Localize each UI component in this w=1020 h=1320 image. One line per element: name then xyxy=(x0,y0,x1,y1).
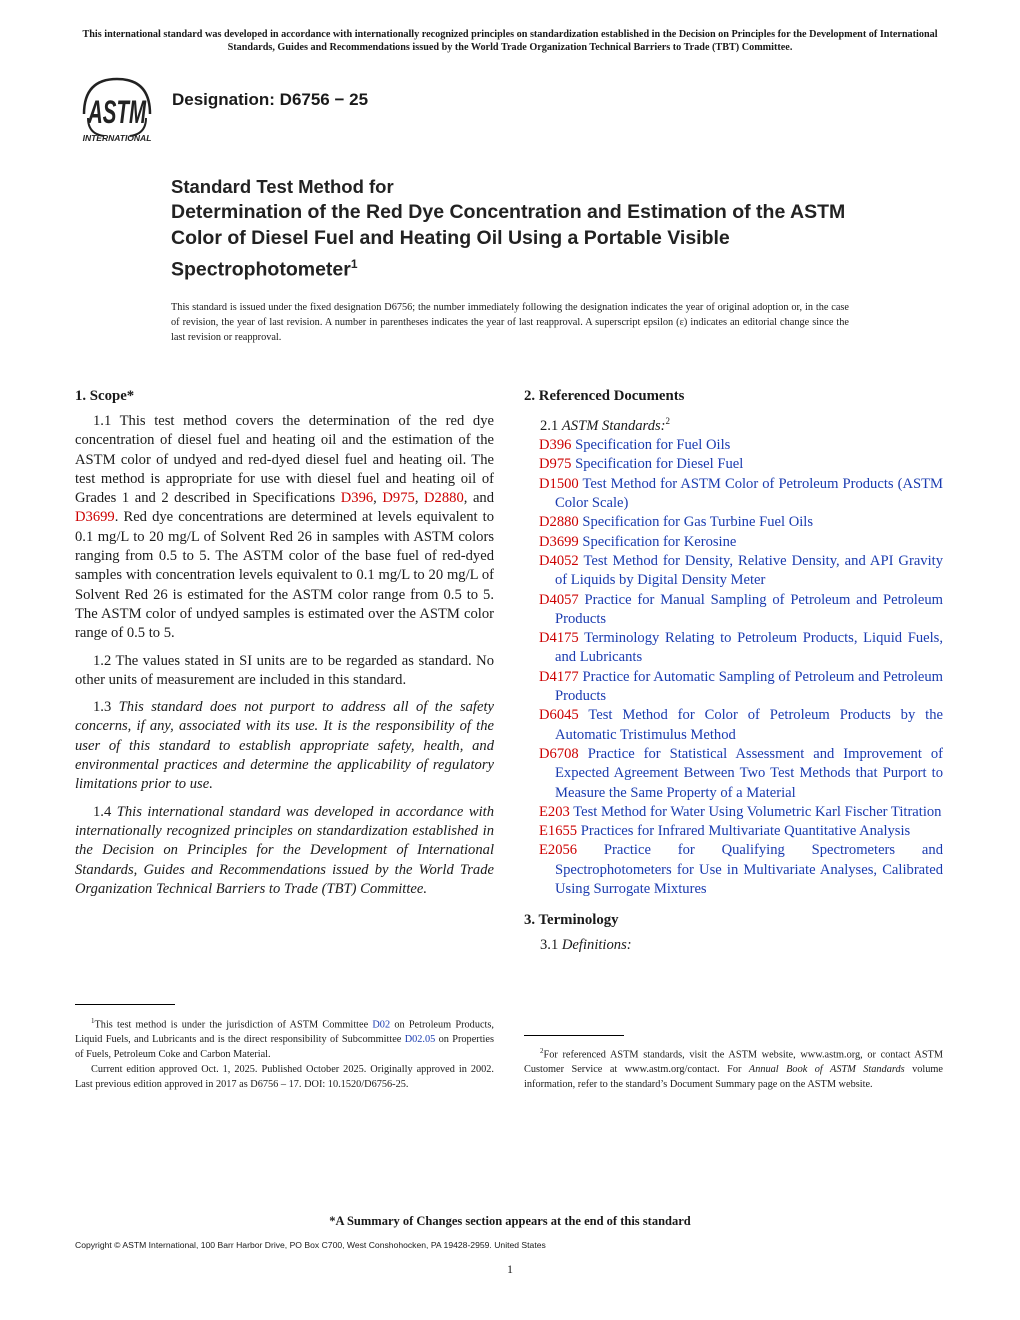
footnote-1-text-b: on Petroleum Products, Liquid Fuels, and Lubricants and is the direct responsibility of Subcommittee xyxy=(75,1019,494,1046)
footnote-2 xyxy=(524,1044,943,1092)
refs-footnote-mark: 2 xyxy=(665,416,671,426)
reference-title-link[interactable]: Specification for Kerosine xyxy=(578,533,737,550)
reference-code-link[interactable]: D1500 xyxy=(539,475,579,492)
scope-paragraph-2: 1.2 The values stated in SI units are to be regarded as standard. No other units of measurement are included in this standard. xyxy=(75,652,494,688)
refs-sub-label: ASTM Standards: xyxy=(561,417,666,434)
footnote-1-text-a: This test method is under the jurisdiction of ASTM Committee xyxy=(94,1019,373,1031)
footnote-1-text-c: on Properties of Fuels, Petroleum Coke and Carbon Material. xyxy=(75,1034,494,1061)
right-column xyxy=(524,387,943,956)
scope-paragraph-4 xyxy=(75,803,494,899)
reference-item xyxy=(524,475,943,514)
reference-code-link[interactable]: D4177 xyxy=(539,668,579,685)
scope-p4-num: 1.4 xyxy=(93,803,117,820)
reference-code-link[interactable]: E2056 xyxy=(539,842,578,859)
reference-code-link[interactable]: D6045 xyxy=(539,707,579,724)
reference-code-link[interactable]: D6708 xyxy=(539,745,579,762)
astm-logo-mark xyxy=(83,79,152,143)
terminology-sub-num: 3.1 xyxy=(540,937,562,954)
reference-item xyxy=(524,803,943,822)
title-prefix: Standard Test Method for xyxy=(171,176,394,197)
scope-p4-text: This international standard was developed in accordance with internationally recognized principles on standardization established in the Decision on Principles for the Development of International Standards, Guides and Recommendations issued by the World Trade Organization Technical Barriers to Trade (TBT) Committee. xyxy=(75,803,495,897)
reference-item xyxy=(524,436,943,455)
reference-title-link[interactable]: Practice for Manual Sampling of Petroleum and Petroleum Products xyxy=(555,591,943,627)
reference-title-link[interactable]: Specification for Diesel Fuel xyxy=(571,456,744,473)
footnote-2-text-a: For referenced ASTM standards, visit the ASTM website, www.astm.org, or contact ASTM Customer Service at www.astm.org/contact. For xyxy=(524,1049,943,1076)
reference-item xyxy=(524,706,943,745)
astm-logo-subtitle: INTERNATIONAL xyxy=(82,133,152,143)
section-heading-scope: 1. Scope* xyxy=(75,388,135,404)
reference-item xyxy=(524,513,943,532)
reference-title-link[interactable]: Test Method for Color of Petroleum Products by the Automatic Tristimulus Method xyxy=(555,707,943,743)
scope-p1-sep2: , xyxy=(414,490,425,507)
footnote-2-text-b: volume information, refer to the standard’s Document Summary page on the ASTM website. xyxy=(524,1064,943,1091)
title-footnote-mark: 1 xyxy=(350,257,358,271)
summary-of-changes-note: *A Summary of Changes section appears at the end of this standard xyxy=(329,1214,691,1228)
section-heading-referenced-documents: 2. Referenced Documents xyxy=(524,388,685,404)
reference-title-link[interactable]: Specification for Fuel Oils xyxy=(571,437,731,454)
reference-item xyxy=(524,668,943,707)
scope-p1-text-b: . Red dye concentrations are determined at levels equivalent to 0.1 mg/L to 20 mg/L of Solvent Red 26 in samples with ASTM colors ranging from 0.5 to 5. The ASTM color of the base fuel of red-dyed samples with concentration levels equivalent to 0.1 mg/L to 20 mg/L of Solvent Red 26 is estimated for the ASTM color range from 0.5 to 5. The ASTM color of undyed samples is estimated over the ASTM color range of 0.5 to 5. xyxy=(75,509,494,642)
footnote-rule-left xyxy=(75,1004,175,1005)
reference-title-link[interactable]: Practice for Automatic Sampling of Petroleum and Petroleum Products xyxy=(555,668,943,705)
title-main xyxy=(171,199,871,283)
reference-item xyxy=(524,533,943,552)
terminology-sub-label: Definitions: xyxy=(561,937,632,954)
reference-code-link[interactable]: D4175 xyxy=(539,630,579,647)
scope-p1-text-a: 1.1 This test method covers the determination of the red dye concentration of diesel fuel and heating oil and the estimation of the ASTM color of undyed and red-dyed diesel fuel and heating oil. The test method is appropriate for use with diesel fuel and heating oil of Grades 1 and 2 described in Specifications xyxy=(75,413,494,507)
link-committee-d02[interactable]: D02 xyxy=(372,1019,391,1031)
footnote-1-para-b: Current edition approved Oct. 1, 2025. Published October 2025. Originally approved in 2002. Last previous edition approved in 2017 as D6756 – 17. DOI: 10.1520/D6756-25. xyxy=(75,1064,494,1091)
scope-paragraph-1 xyxy=(75,412,494,644)
reference-code-link[interactable]: D2880 xyxy=(539,514,579,531)
link-d3699[interactable]: D3699 xyxy=(75,509,115,526)
reference-title-link[interactable]: Specification for Gas Turbine Fuel Oils xyxy=(578,514,814,531)
reference-title-link[interactable]: Practice for Statistical Assessment and Improvement of Expected Agreement Between Two Test Methods that Purport to Measure the Same Property of a Material xyxy=(555,745,943,801)
refs-sub-num: 2.1 xyxy=(540,417,562,434)
reference-code-link[interactable]: D4052 xyxy=(539,552,579,569)
scope-paragraph-3 xyxy=(75,698,494,794)
link-d396[interactable]: D396 xyxy=(340,490,374,507)
reference-title-link[interactable]: Test Method for Water Using Volumetric Karl Fischer Titration xyxy=(569,803,942,820)
astm-standards-subhead xyxy=(540,412,943,436)
footnote-2-mark: 2 xyxy=(540,1047,544,1055)
reference-list xyxy=(524,436,943,899)
reference-code-link[interactable]: D4057 xyxy=(539,591,579,608)
reference-title-link[interactable]: Test Method for Density, Relative Density, and API Gravity of Liquids by Digital Density Meter xyxy=(555,552,943,589)
astm-logo-letters: ASTM xyxy=(87,94,147,130)
scope-p1-sep1: , xyxy=(373,490,383,507)
link-d2880[interactable]: D2880 xyxy=(424,490,464,507)
page-number: 1 xyxy=(507,1262,513,1276)
scope-p3-text: This standard does not purport to address all of the safety concerns, if any, associated with its use. It is the responsibility of the user of this standard to establish appropriate safety, health, and environmental practices and determine the applicability of regulatory limitations prior to use. xyxy=(75,699,494,793)
document-title xyxy=(171,175,871,283)
issued-note: This standard is issued under the fixed designation D6756; the number immediately following the designation indicates the year of original adoption or, in the case of revision, the year of last revision. A number in parentheses indicates the year of last reapproval. A superscript epsilon (ε) indicates an editorial change since the last revision or reapproval. xyxy=(171,302,849,343)
scope-p1-sep3: , and xyxy=(463,490,495,507)
footnote-1 xyxy=(75,1014,494,1092)
footnote-1-para-a xyxy=(75,1014,494,1062)
reference-title-link[interactable]: Practices for Infrared Multivariate Quantitative Analysis xyxy=(577,823,911,840)
astm-logo xyxy=(74,74,160,144)
copyright: Copyright © ASTM International, 100 Barr Harbor Drive, PO Box C700, West Conshohocken, PA 19428-2959. United States xyxy=(75,1240,546,1250)
reference-code-link[interactable]: D396 xyxy=(539,437,572,454)
reference-item xyxy=(524,629,943,668)
footnote-rule-right xyxy=(524,1035,624,1036)
footnote-2-italic: Annual Book of ASTM Standards xyxy=(748,1064,905,1076)
reference-item xyxy=(524,841,943,899)
reference-code-link[interactable]: D975 xyxy=(539,456,572,473)
top-notice: This international standard was developed in accordance with internationally recognized principles on standardization established in the Decision on Principles for the Development of International Standards, Guides and Recommendations issued by the World Trade Organization Technical Barriers to Trade (TBT) Committee. xyxy=(82,29,938,53)
reference-item xyxy=(524,591,943,630)
section-heading-terminology: 3. Terminology xyxy=(524,912,619,929)
reference-code-link[interactable]: D3699 xyxy=(539,533,579,550)
scope-p3-num: 1.3 xyxy=(93,699,119,716)
title-main-text: Determination of the Red Dye Concentration and Estimation of the ASTM Color of Diesel Fuel and Heating Oil Using a Portable Visible Spectrophotometer xyxy=(171,201,846,281)
designation: Designation: D6756 − 25 xyxy=(172,90,369,109)
reference-code-link[interactable]: E1655 xyxy=(539,823,578,840)
link-subcommittee-d02-05[interactable]: D02.05 xyxy=(404,1034,436,1046)
reference-title-link[interactable]: Test Method for ASTM Color of Petroleum Products (ASTM Color Scale) xyxy=(555,475,943,512)
reference-item xyxy=(524,745,943,803)
left-column xyxy=(75,387,494,907)
reference-item xyxy=(524,822,943,841)
definitions-subhead xyxy=(540,936,943,955)
link-d975[interactable]: D975 xyxy=(382,490,415,507)
reference-title-link[interactable]: Terminology Relating to Petroleum Products, Liquid Fuels, and Lubricants xyxy=(555,630,943,666)
reference-item xyxy=(524,552,943,591)
reference-item xyxy=(524,455,943,474)
reference-code-link[interactable]: E203 xyxy=(539,803,570,820)
reference-title-link[interactable]: Practice for Qualifying Spectrometers and Spectrophotometers for Use in Multivariate Analyses, Calibrated Using Surrogate Mixtures xyxy=(555,842,943,897)
footnote-1-mark: 1 xyxy=(91,1017,95,1025)
